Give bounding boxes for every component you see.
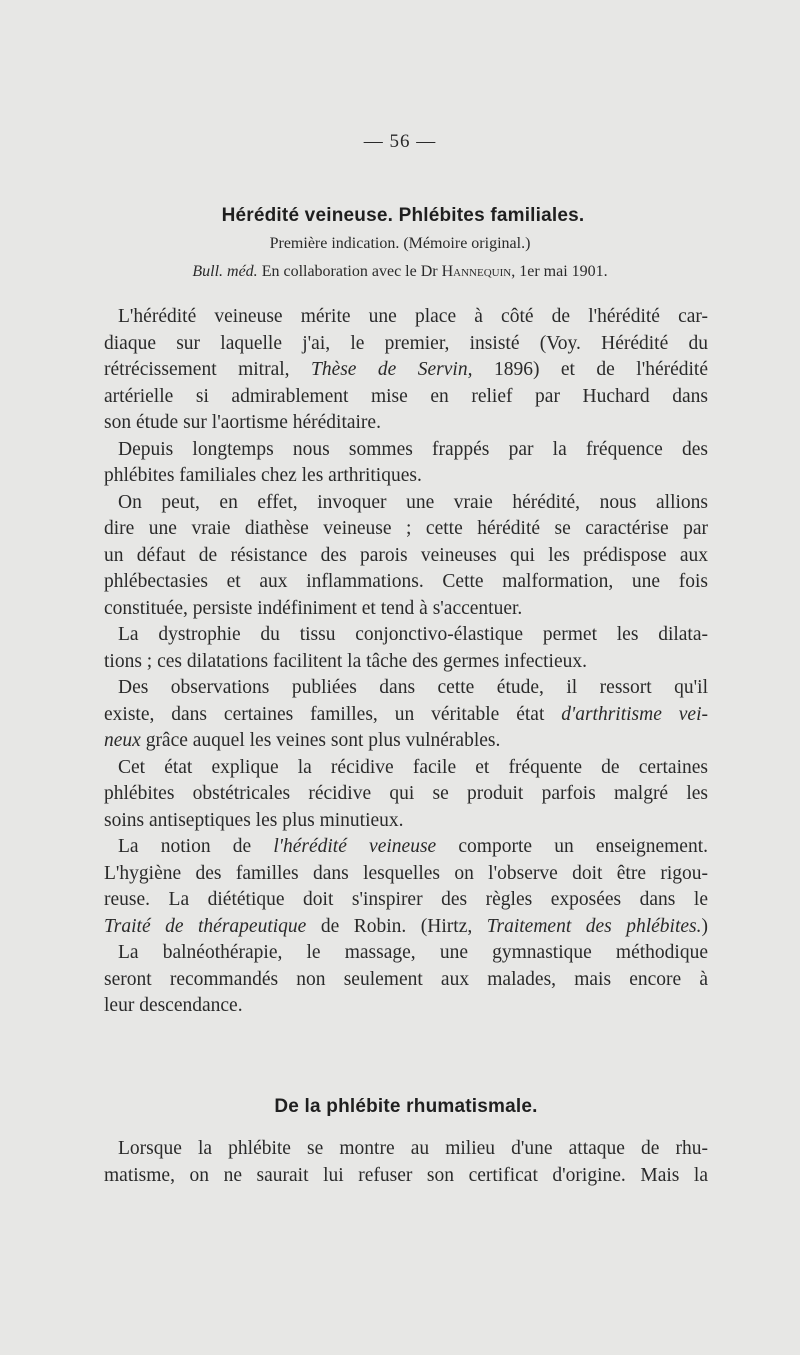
- text-line: Depuis longtemps nous sommes frappés par la fréquence des: [118, 438, 708, 460]
- text-line: Des observations publiées dans cette étude, il ressort qu'il: [118, 677, 708, 698]
- text-line: L'hygiène des familles dans lesquelles on l'observe doit être rigou-: [104, 862, 708, 884]
- section-2-body: [104, 1136, 708, 1189]
- publication-date: 1er mai 1901.: [519, 263, 608, 280]
- text-line: La dystrophie du tissu conjonctivo-élastique permet les dilata-: [118, 624, 708, 645]
- text-line: La notion de l'hérédité veineuse comporte un enseignement.: [118, 836, 708, 857]
- section-subtitle: Première indication. (Mémoire original.): [269, 235, 531, 252]
- text-line: Lorsque la phlébite se montre au milieu d'une attaque de rhu-: [118, 1138, 708, 1159]
- text-line: diaque sur laquelle j'ai, le premier, insisté (Voy. Hérédité du: [104, 332, 708, 354]
- text-line: La balnéothérapie, le massage, une gymnastique méthodique: [118, 942, 708, 963]
- section-1-body: [104, 304, 708, 1020]
- text-line: leur descendance.: [104, 995, 243, 1016]
- bibliographic-reference: [0, 263, 800, 281]
- text-line: matisme, on ne saurait lui refuser son certificat d'origine. Mais la: [104, 1164, 708, 1186]
- text-line: dire une vraie diathèse veineuse ; cette hérédité se caractérise par: [104, 518, 708, 539]
- page-number: — 56 —: [363, 131, 437, 152]
- section-title: De la phlébite rhumatismale.: [274, 1096, 538, 1117]
- section-title: Hérédité veineuse. Phlébites familiales.: [221, 205, 585, 226]
- text-line: Traité de thérapeutique de Robin. (Hirtz, Traitement des phlébites.): [104, 915, 709, 937]
- collaboration-text: En collaboration avec le Dr: [261, 263, 438, 280]
- text-line: un défaut de résistance des parois veineuses qui les prédispose aux: [104, 544, 708, 566]
- text-line: phlébectasies et aux inflammations. Cette malformation, une fois: [104, 571, 708, 592]
- journal-name: Bull. méd.: [192, 263, 258, 280]
- text-line: phlébites obstétricales récidive qui se produit parfois malgré les: [104, 783, 708, 804]
- text-line: rétrécissement mitral, Thèse de Servin, 1896) et de l'hérédité: [104, 359, 709, 380]
- text-line: son étude sur l'aortisme héréditaire.: [104, 412, 381, 433]
- text-line: phlébites familiales chez les arthritiques.: [104, 465, 422, 486]
- text-line: existe, dans certaines familles, un véritable état d'arthritisme vei-: [104, 703, 709, 725]
- text-line: neux grâce auquel les veines sont plus vulnérables.: [104, 730, 501, 751]
- text-line: soins antiseptiques les plus minutieux.: [104, 809, 404, 831]
- text-line: tions ; ces dilatations facilitent la tâche des germes infectieux.: [104, 650, 587, 672]
- text-line: Cet état explique la récidive facile et fréquente de certaines: [118, 756, 708, 778]
- text-line: artérielle si admirablement mise en relief par Huchard dans: [104, 385, 708, 407]
- text-line: constituée, persiste indéfiniment et tend à s'accentuer.: [104, 597, 523, 619]
- coauthor-name: Hannequin,: [441, 263, 516, 280]
- text-line: L'hérédité veineuse mérite une place à côté de l'hérédité car-: [118, 306, 708, 327]
- text-line: reuse. La diététique doit s'inspirer des règles exposées dans le: [104, 889, 708, 910]
- text-line: seront recommandés non seulement aux malades, mais encore à: [104, 968, 708, 990]
- text-line: On peut, en effet, invoquer une vraie hérédité, nous allions: [118, 491, 708, 513]
